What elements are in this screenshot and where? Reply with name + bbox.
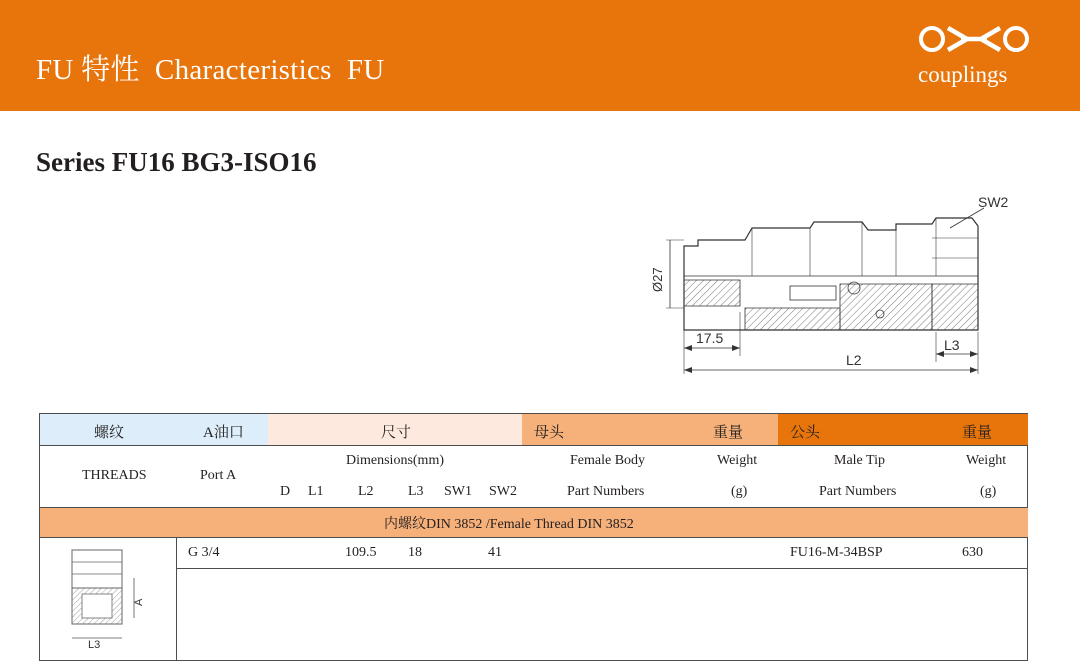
header-dimensions-cn: 尺寸: [381, 425, 412, 441]
dim-col-d: D: [280, 484, 291, 499]
header-banner: [0, 0, 1080, 111]
oxo-logo: [912, 20, 1042, 95]
spec-table: [39, 413, 1028, 661]
header-fweight-en-1: Weight: [717, 453, 758, 468]
divider-header: [40, 445, 1028, 446]
header-female-weight-cn: 重量: [713, 425, 744, 441]
header-female-en-2: Part Numbers: [567, 484, 645, 499]
header-male-weight-cn: 重量: [962, 425, 993, 441]
length-17-5-label: 17.5: [696, 330, 724, 346]
row-port: G 3/4: [188, 545, 220, 560]
l2-label: L2: [846, 352, 862, 368]
dim-col-l1: L1: [308, 484, 324, 499]
row-l3: 18: [408, 545, 422, 560]
thread-port-icon: [62, 548, 152, 652]
dim-col-sw2: SW2: [489, 484, 517, 499]
page-title: FU 特性 Characteristics FU: [36, 54, 385, 86]
divider-row: [176, 568, 1028, 569]
divider-section-bottom: [40, 537, 1028, 538]
header-male-cn: 公头: [790, 425, 821, 441]
header-male-en-2: Part Numbers: [819, 484, 897, 499]
diameter-label: Ø27: [650, 267, 665, 292]
header-mweight-en-1: Weight: [966, 453, 1007, 468]
header-male-en-1: Male Tip: [834, 453, 885, 468]
dim-col-l2: L2: [358, 484, 374, 499]
section-title: 内螺纹DIN 3852 /Female Thread DIN 3852: [384, 517, 634, 532]
dim-col-l3: L3: [408, 484, 424, 499]
coupling-drawing: [640, 188, 1040, 380]
series-title: Series FU16 BG3-ISO16: [36, 147, 317, 177]
header-mweight-en-2: (g): [980, 484, 997, 499]
divider-section-top: [40, 507, 1028, 508]
sw2-label: SW2: [978, 194, 1009, 210]
header-port-cn: A油口: [203, 425, 244, 441]
header-fweight-en-2: (g): [731, 484, 748, 499]
header-threads-cn: 螺纹: [94, 425, 125, 441]
row-male-weight: 630: [962, 545, 983, 560]
row-sw2: 41: [488, 545, 502, 560]
header-threads-en: THREADS: [82, 468, 147, 483]
row-l2: 109.5: [345, 545, 377, 560]
divider-icon-col: [176, 537, 177, 661]
oxo-logo-icon: [915, 20, 1033, 60]
row-male-part: FU16-M-34BSP: [790, 545, 883, 560]
l3-label: L3: [944, 337, 960, 353]
header-female-en-1: Female Body: [570, 453, 646, 468]
header-dimensions-en: Dimensions(mm): [346, 453, 444, 468]
dim-col-sw1: SW1: [444, 484, 472, 499]
header-port-en: Port A: [200, 468, 237, 483]
logo-text: couplings: [918, 62, 1008, 87]
header-female-cn: 母头: [534, 425, 565, 441]
icon-a-label: A: [133, 598, 145, 606]
icon-l3-label: L3: [88, 639, 101, 651]
